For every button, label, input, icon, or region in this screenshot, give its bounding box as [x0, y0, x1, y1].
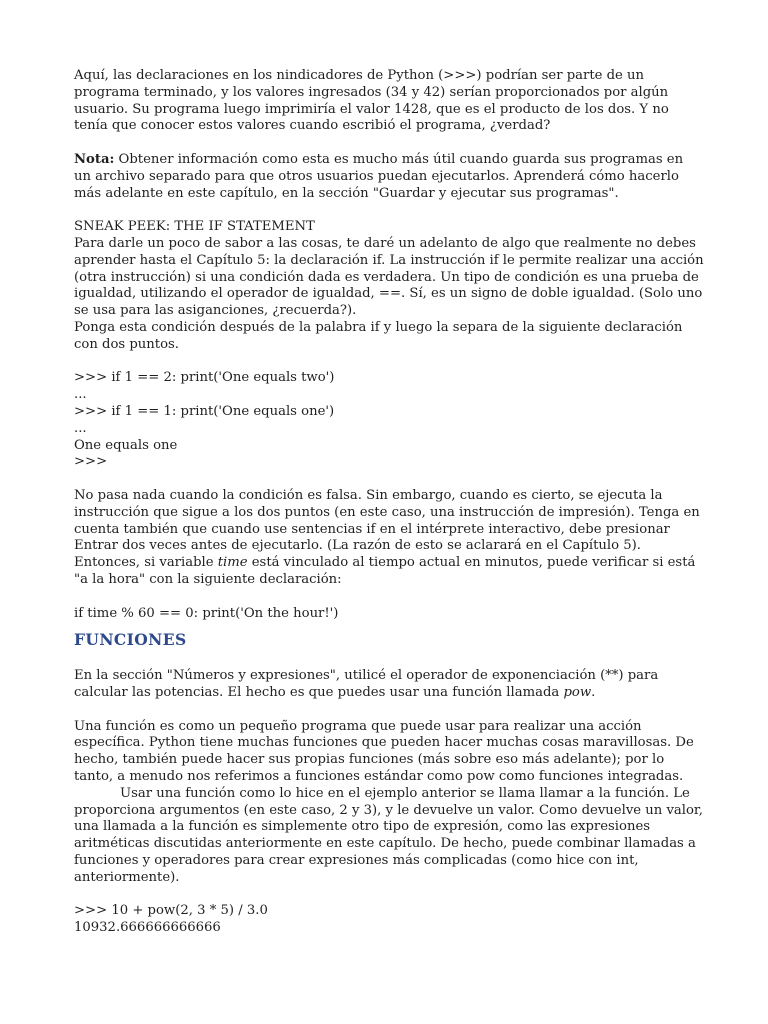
document-page — [74, 68, 704, 937]
text-run: En la sección "Números y expresiones", utilicé el operador de exponenciación (**) para calcular las potencias. El hecho es que puedes usar una función llamada — [74, 668, 659, 701]
code-line: 10932.666666666666 — [74, 920, 221, 936]
sneak-peek-title: SNEAK PEEK: THE IF STATEMENT — [74, 219, 315, 235]
hour-code-line: if time % 60 == 0: print('On the hour!') — [74, 605, 339, 621]
intro-paragraph: Aquí, las declaraciones en los nindicadores de Python (>>>) podrían ser parte de un programa terminado, y los valores ingresados (34 y 42) serían proporcionados por algún usuario. Su programa luego imprimiría el valor 1428, que es el producto de los dos. Y no tenía que conocer estos valores cuando escribió el programa, ¿verdad? — [74, 68, 669, 134]
text-run: está vinculado al tiempo actual en minutos, puede verificar si está "a la hora" con la siguiente declaración: — [74, 555, 696, 587]
sneak-paragraph-3: No pasa nada cuando la condición es falsa. Sin embargo, cuando es cierto, se ejecuta la instrucción que sigue a los dos puntos (en este caso, una instrucción de impresión). Tenga en cuenta también que cuando use sentencias if en el intérprete interactivo, debe presionar Entrar dos veces antes de ejecutarlo. (La razón de esto se aclarará en el Capítulo 5). — [74, 487, 700, 554]
sneak-paragraph-2: Ponga esta condición después de la palabra if y luego la separa de la siguiente declaración con dos puntos. — [74, 319, 683, 352]
note-paragraph — [74, 152, 704, 202]
variable-name: time — [217, 555, 248, 571]
note-label: Nota: — [74, 151, 115, 167]
funciones-paragraph-1 — [74, 668, 704, 702]
code-line: ... — [74, 420, 87, 436]
note-text: Obtener información como esta es mucho más útil cuando guarda sus programas en un archivo separado para que otros usuarios puedan ejecutarlos. Aprenderá cómo hacerlo más adelante en este capítulo, en la sección "Guardar y ejecutar sus programas". — [74, 151, 684, 201]
funciones-paragraph-3: Usar una función como lo hice en el ejemplo anterior se llama llamar a la función. Le proporciona argumentos (en este caso, 2 y 3), y le devuelve un valor. Como devuelve un valor, una llamada a la función es simplemente otro tipo de expresión, como las expresiones aritméticas discutidas anteriormente en este capítulo. De hecho, puede combinar llamadas a funciones y operadores para crear expresiones más complicadas (como hice con int, anteriormente). — [74, 785, 703, 885]
funciones-paragraph-2: Una función es como un pequeño programa que puede usar para realizar una acción específica. Python tiene muchas funciones que pueden hacer muchas cosas maravillosas. De hecho, también puede hacer sus propias funciones (más sobre eso más adelante); por lo tanto, a menudo nos referimos a funciones estándar como pow como funciones integradas. — [74, 718, 694, 785]
function-name: pow — [563, 685, 592, 701]
code-line: >>> if 1 == 1: print('One equals one') — [74, 403, 335, 419]
if-code-block — [74, 370, 704, 471]
pow-code-block — [74, 903, 704, 937]
code-line: >>> if 1 == 2: print('One equals two') — [74, 370, 335, 386]
code-line: >>> 10 + pow(2, 3 * 5) / 3.0 — [74, 903, 268, 919]
sneak-paragraph-1: Para darle un poco de sabor a las cosas, te daré un adelanto de algo que realmente no debes aprender hasta el Capítulo 5: la declaración if. La instrucción if le permite realizar una acción (otra instrucción) si una condición dada es verdadera. Un tipo de condición es una prueba de igualdad, utilizando el operador de igualdad, ==. Sí, es un signo de doble igualdad. (Solo uno se usa para las asiganciones, ¿recuerda?). — [74, 235, 704, 319]
text-run: . — [591, 685, 596, 701]
code-line: One equals one — [74, 437, 178, 453]
section-heading: FUNCIONES — [74, 630, 187, 650]
text-run: Entonces, si variable — [74, 555, 218, 571]
code-line: >>> — [74, 454, 108, 470]
sneak-paragraph-4 — [74, 555, 704, 589]
code-line: ... — [74, 387, 87, 403]
